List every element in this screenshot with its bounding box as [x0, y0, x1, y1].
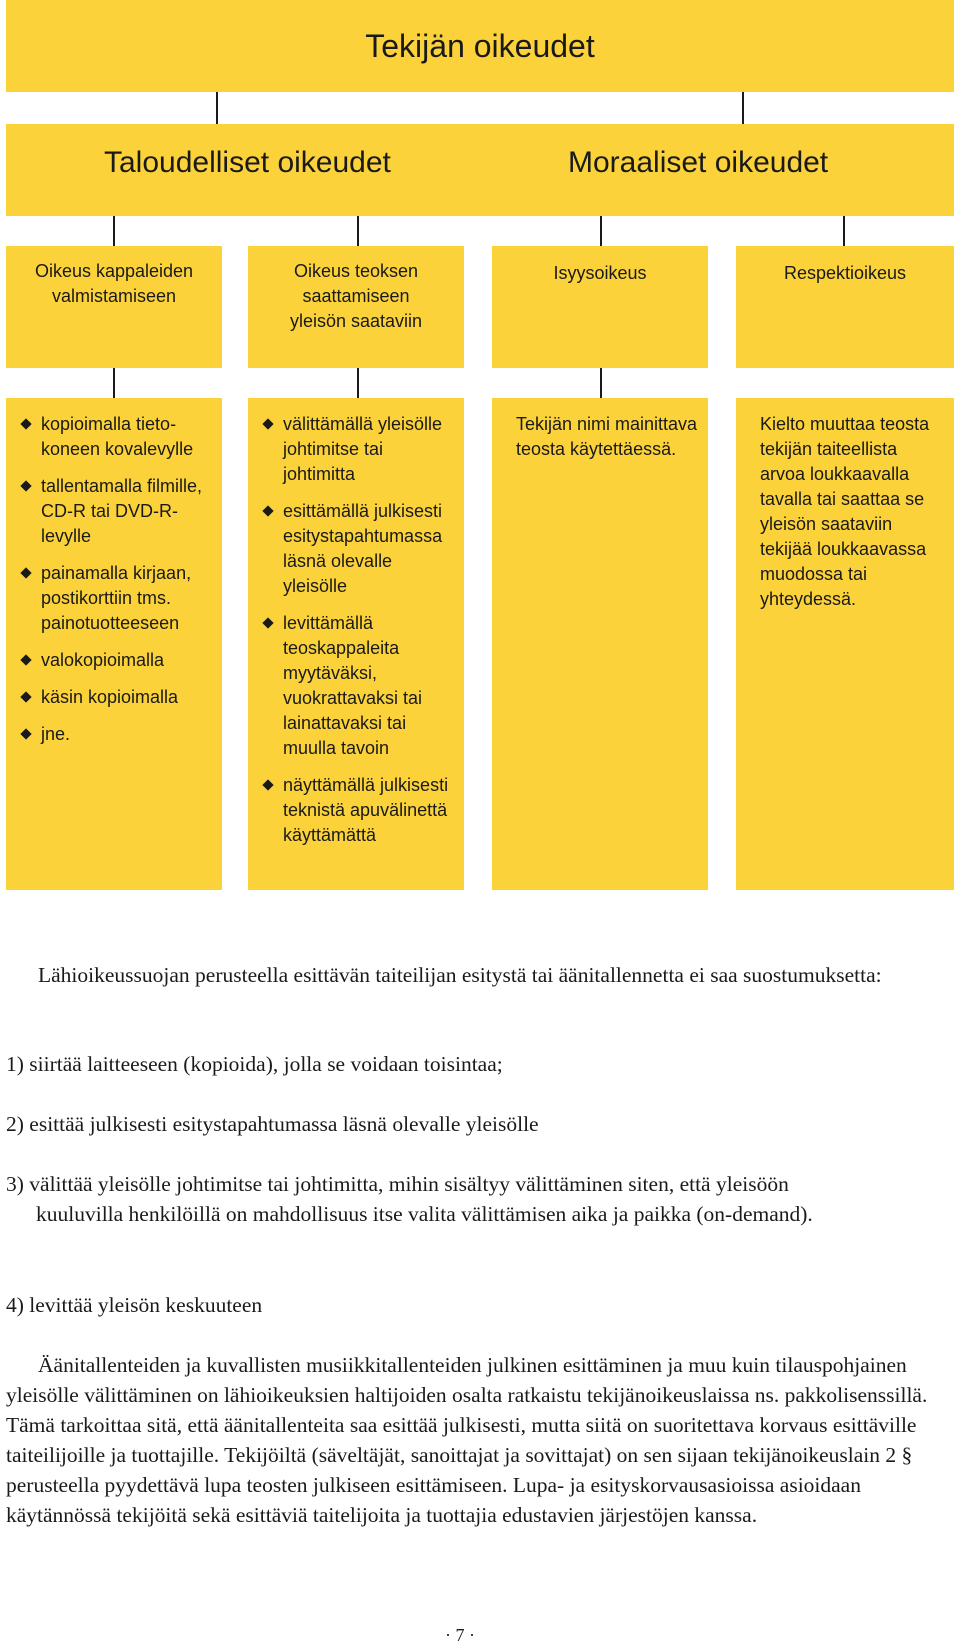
connector	[742, 92, 744, 124]
connector	[113, 368, 115, 398]
diamond-bullet-icon	[262, 505, 273, 516]
connector	[357, 368, 359, 398]
body-paragraph: Äänitallenteiden ja kuvallisten musiikkitallenteiden julkinen esittäminen ja muu kuin tilauspohjainen yleisölle välittäminen on lähioikeuksien haltijoiden osalta ratkaistu tekijänoikeuslaissa ns. pakkolisenssillä. Tämä tarkoittaa sitä, että äänitallenteita saa esittää julkisesti, mutta siitä on suoritettava korvaus esittäville taiteilijoille ja tuottajille. Tekijöiltä (säveltäjät, sanoittajat ja sovittajat) on sen sijaan tekijänoikeuslain 2 § perusteella pyydettävä lupa teosten julkiseen esittämiseen. Lupa- ja esityskorvausasioissa asioidaan käytännössä tekijöitä sekä esittäviä taitelijoita ja tuottajia edustavien järjestöjen kanssa.	[6, 1353, 928, 1527]
diamond-bullet-icon	[20, 728, 31, 739]
category-reproduction	[6, 246, 222, 368]
connector	[216, 92, 218, 124]
diamond-bullet-icon	[262, 779, 273, 790]
connector	[843, 216, 845, 246]
list-item-text: levittämällä teoskappaleita myytäväksi, vuokrattavaksi tai lainattavaksi tai muulla tavoin	[283, 613, 423, 758]
numbered-item-3: 3) välittää yleisölle johtimitse tai johtimitta, mihin sisältyy välittäminen siten, että yleisöön kuuluvilla henkilöillä on mahdollisuus itse valita välittämisen aika ja paikka (on-demand).	[6, 1172, 813, 1226]
list-item	[20, 561, 212, 636]
details-integrity	[736, 398, 954, 890]
list-item-text: jne.	[41, 724, 71, 744]
list-item	[262, 412, 454, 487]
connector	[600, 368, 602, 398]
list-item	[20, 474, 212, 549]
category-label: Respektioikeus	[783, 263, 907, 283]
list-item	[262, 499, 454, 599]
list-item-text: valokopioimalla	[41, 650, 165, 670]
page-number: · 7 ·	[445, 1625, 475, 1645]
list-item	[262, 773, 454, 848]
numbered-item-4: 4) levittää yleisön keskuuteen	[6, 1293, 263, 1317]
numbered-item-1: 1) siirtää laitteeseen (kopioida), jolla se voidaan toisintaa;	[6, 1052, 503, 1076]
list-item	[262, 611, 454, 761]
list-item-text: välittämällä yleisölle johtimitse tai johtimitta	[283, 414, 443, 484]
list-item-text: käsin kopioimalla	[41, 687, 179, 707]
economic-rights-heading: Taloudelliset oikeudet	[104, 146, 391, 179]
list-item	[20, 685, 212, 710]
diamond-bullet-icon	[262, 617, 273, 628]
diamond-bullet-icon	[20, 691, 31, 702]
category-making-available	[248, 246, 464, 368]
numbered-item-2: 2) esittää julkisesti esitystapahtumassa läsnä olevalle yleisölle	[6, 1112, 539, 1136]
list-item-text: painamalla kirjaan, postikorttiin tms. painotuotteeseen	[41, 563, 192, 633]
diamond-bullet-icon	[262, 418, 273, 429]
rights-branches-box	[6, 124, 954, 216]
details-paternity	[492, 398, 708, 890]
diamond-bullet-icon	[20, 567, 31, 578]
diamond-bullet-icon	[20, 654, 31, 665]
category-label: Oikeus kappaleiden valmistamiseen	[34, 261, 194, 306]
list-item	[20, 648, 212, 673]
connector	[113, 216, 115, 246]
moral-rights-heading: Moraaliset oikeudet	[568, 146, 829, 179]
making-available-list	[262, 412, 454, 848]
rights-title-box	[6, 0, 954, 92]
diamond-bullet-icon	[20, 480, 31, 491]
list-item-text: tallentamalla filmille, CD-R tai DVD-R-levylle	[41, 476, 203, 546]
reproduction-list	[20, 412, 212, 747]
category-label: Isyysoikeus	[553, 263, 647, 283]
list-item-text: kopioimalla tieto-koneen kovalevylle	[41, 414, 194, 459]
connector	[600, 216, 602, 246]
rights-title: Tekijän oikeudet	[365, 27, 595, 64]
diamond-bullet-icon	[20, 418, 31, 429]
details-making-available	[248, 398, 464, 890]
category-paternity	[492, 246, 708, 368]
paternity-description: Tekijän nimi mainittava teosta käytettäessä.	[516, 414, 698, 459]
category-label: Oikeus teoksen saattamiseen yleisön saataviin	[289, 261, 423, 331]
list-item-text: esittämällä julkisesti esitystapahtumassa läsnä olevalle yleisölle	[283, 501, 443, 596]
connector	[357, 216, 359, 246]
list-item	[20, 722, 212, 747]
list-item	[20, 412, 212, 462]
intro-paragraph: Lähioikeussuojan perusteella esittävän taiteilijan esitystä tai äänitallennetta ei saa suostumuksetta:	[38, 963, 882, 987]
list-item-text: näyttämällä julkisesti teknistä apuvälinettä käyttämättä	[283, 775, 449, 845]
integrity-description: Kielto muuttaa teosta tekijän taiteellista arvoa loukkaavalla tavalla tai saattaa se yleisön saataviin tekijää loukkaavassa muodossa tai yhteydessä.	[760, 414, 930, 609]
details-reproduction	[6, 398, 222, 890]
category-integrity	[736, 246, 954, 368]
